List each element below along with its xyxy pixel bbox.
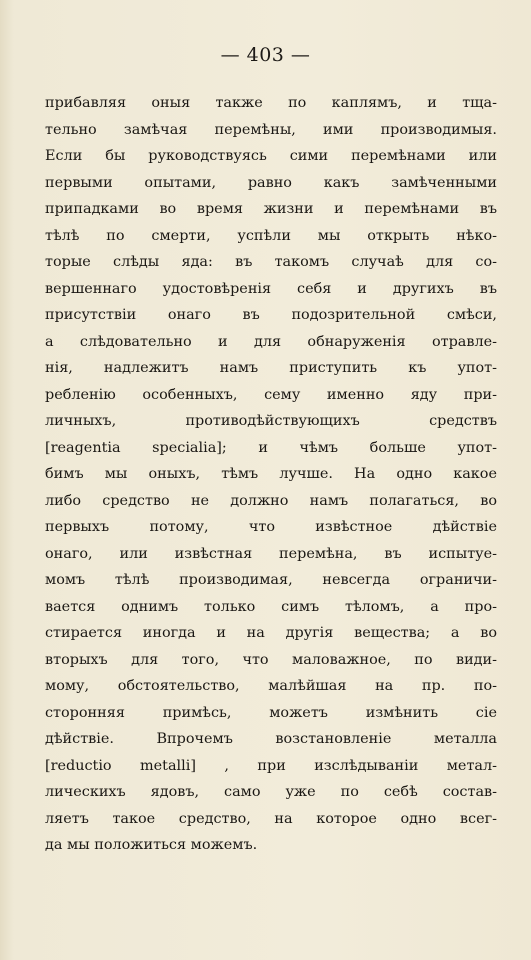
text-line: стирается иногда и на другія вещества; а во: [45, 625, 497, 641]
text-line: тѣлѣ по смерти, успѣли мы открыть нѣко-: [45, 227, 497, 244]
text-line: тельно замѣчая перемѣны, ими производимыя.: [45, 121, 497, 138]
text-line: а слѣдовательно и для обнаруженія отравле-: [45, 333, 497, 350]
text-line: торые слѣды яда: въ такомъ случаѣ для со-: [45, 254, 497, 270]
text-line: сторонняя примѣсь, можетъ измѣнить сіе: [45, 704, 497, 721]
text-line: вершеннаго удостовѣренія себя и другихъ въ: [45, 280, 497, 297]
text-line: дѣйствіе. Впрочемъ возстановленіе металла: [45, 731, 497, 747]
text-line: да мы положиться можемъ.: [45, 837, 258, 853]
text-line: нія, надлежитъ намъ приступить къ упот-: [45, 360, 497, 376]
text-line: Если бы руководствуясь сими перемѣнами или: [45, 148, 497, 164]
text-line: мому, обстоятельство, малѣйшая на пр. по-: [45, 678, 497, 694]
text-line: момъ тѣлѣ производимая, невсегда ограничи-: [45, 572, 497, 588]
text-line: онаго, или извѣстная перемѣна, въ испытуе-: [45, 545, 497, 562]
text-line: лическихъ ядовъ, само уже по себѣ состав-: [45, 784, 497, 800]
text-line: вается однимъ только симъ тѣломъ, а про-: [45, 598, 497, 615]
body-text: [45, 90, 497, 859]
page-number-header: — 403 —: [220, 44, 311, 66]
text-line: бимъ мы оныхъ, тѣмъ лучше. На одно какое: [45, 466, 497, 482]
text-line: ребленію особенныхъ, сему именно яду при-: [45, 386, 497, 403]
text-line: вторыхъ для того, что маловажное, по види-: [45, 651, 497, 668]
text-line: припадками во время жизни и перемѣнами въ: [45, 201, 497, 217]
text-line: первыхъ потому, что извѣстное дѣйствіе: [45, 519, 497, 535]
text-line: личныхъ, противодѣйствующихъ средствъ: [45, 413, 497, 429]
text-line: присутствіи онаго въ подозрительной смѣси,: [45, 307, 497, 323]
text-line: ляетъ такое средство, на которое одно всег-: [45, 810, 497, 827]
text-line: либо средство не должно намъ полагаться, во: [45, 492, 497, 509]
text-line: прибавляя оныя также по каплямъ, и тща-: [45, 95, 497, 111]
text-line: первыми опытами, равно какъ замѣченными: [45, 174, 497, 191]
text-line: [reagentia specialia]; и чѣмъ больше упот-: [45, 439, 497, 456]
text-line: [reductio metalli] , при изслѣдываніи метал-: [45, 757, 497, 774]
